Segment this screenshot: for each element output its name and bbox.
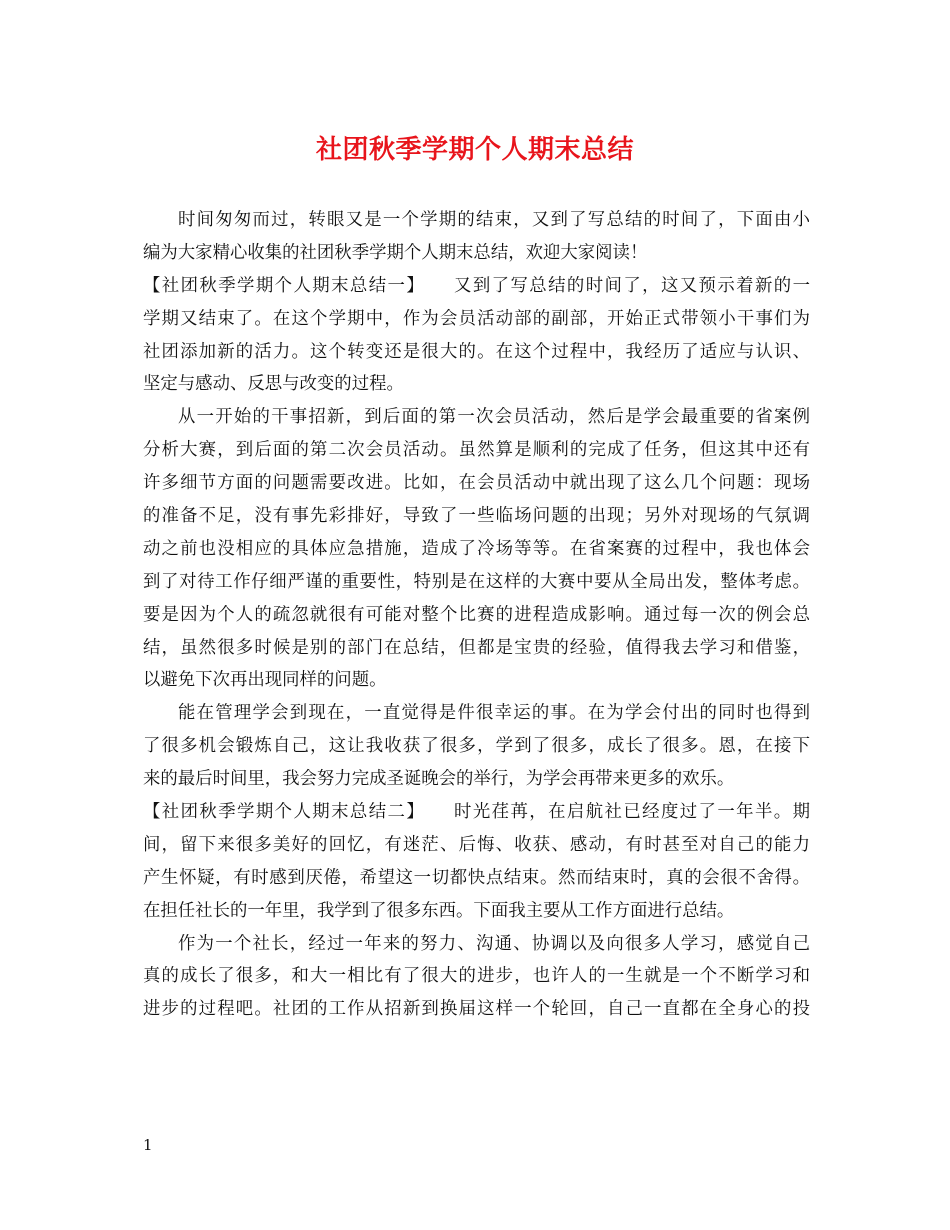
text-line: 的准备不足，没有事先彩排好，导致了一些临场问题的出现；另外对现场的气氛调 — [143, 506, 810, 527]
document-body — [143, 204, 810, 1026]
text-line: 来的最后时间里，我会努力完成圣诞晚会的举行，为学会再带来更多的欢乐。 — [143, 769, 735, 790]
text-line: 进步的过程吧。社团的工作从招新到换届这样一个轮回，自己一直都在全身心的投 — [143, 999, 810, 1020]
text-line: 许多细节方面的问题需要改进。比如，在会员活动中就出现了这么几个问题：现场 — [143, 473, 810, 494]
text-line: 要是因为个人的疏忽就很有可能对整个比赛的进程造成影响。通过每一次的例会总 — [143, 604, 810, 625]
document-title: 社团秋季学期个人期末总结 — [315, 135, 634, 165]
text-line: 产生怀疑，有时感到厌倦，希望这一切都快点结束。然而结束时，真的会很不舍得。 — [143, 867, 810, 888]
text-line: 分析大赛，到后面的第二次会员活动。虽然算是顺利的完成了任务，但这其中还有 — [143, 440, 810, 461]
text-line: 学期又结束了。在这个学期中，作为会员活动部的副部，开始正式带领小干事们为 — [143, 308, 810, 329]
text-line: 了很多机会锻炼自己，这让我收获了很多，学到了很多，成长了很多。恩，在接下 — [143, 736, 810, 757]
text-line: 真的成长了很多，和大一相比有了很大的进步，也许人的一生就是一个不断学习和 — [143, 966, 810, 987]
text-line: 间，留下来很多美好的回忆，有迷茫、后悔、收获、感动，有时甚至对自己的能力 — [143, 834, 810, 855]
text-line: 社团添加新的活力。这个转变还是很大的。在这个过程中，我经历了适应与认识、 — [143, 341, 810, 362]
text-line: 坚定与感动、反思与改变的过程。 — [143, 374, 404, 395]
text-line: 结，虽然很多时候是别的部门在总结，但都是宝贵的经验，值得我去学习和借鉴， — [143, 637, 810, 658]
text-line: 以避免下次再出现同样的问题。 — [143, 670, 387, 691]
text-line: 能在管理学会到现在，一直觉得是件很幸运的事。在为学会付出的同时也得到 — [178, 703, 810, 724]
text-line: 到了对待工作仔细严谨的重要性，特别是在这样的大赛中要从全局出发，整体考虑。 — [143, 571, 810, 592]
text-line: 在担任社长的一年里，我学到了很多东西。下面我主要从工作方面进行总结。 — [143, 900, 735, 921]
text-line: 时间匆匆而过，转眼又是一个学期的结束，又到了写总结的时间了，下面由小 — [178, 210, 810, 230]
text-line: 从一开始的干事招新，到后面的第一次会员活动，然后是学会最重要的省案例 — [178, 407, 810, 428]
text-line: 动之前也没相应的具体应急措施，造成了冷场等等。在省案赛的过程中，我也体会 — [143, 538, 810, 559]
text-line: 编为大家精心收集的社团秋季学期个人期末总结，欢迎大家阅读！ — [143, 242, 648, 263]
text-line: 【社团秋季学期个人期末总结二】 时光荏苒，在启航社已经度过了一年半。期 — [143, 802, 810, 823]
page-number: 1 — [143, 1136, 153, 1154]
text-line: 【社团秋季学期个人期末总结一】 又到了写总结的时间了，这又预示着新的一 — [143, 275, 810, 296]
text-line: 作为一个社长，经过一年来的努力、沟通、协调以及向很多人学习，感觉自己 — [178, 933, 810, 954]
